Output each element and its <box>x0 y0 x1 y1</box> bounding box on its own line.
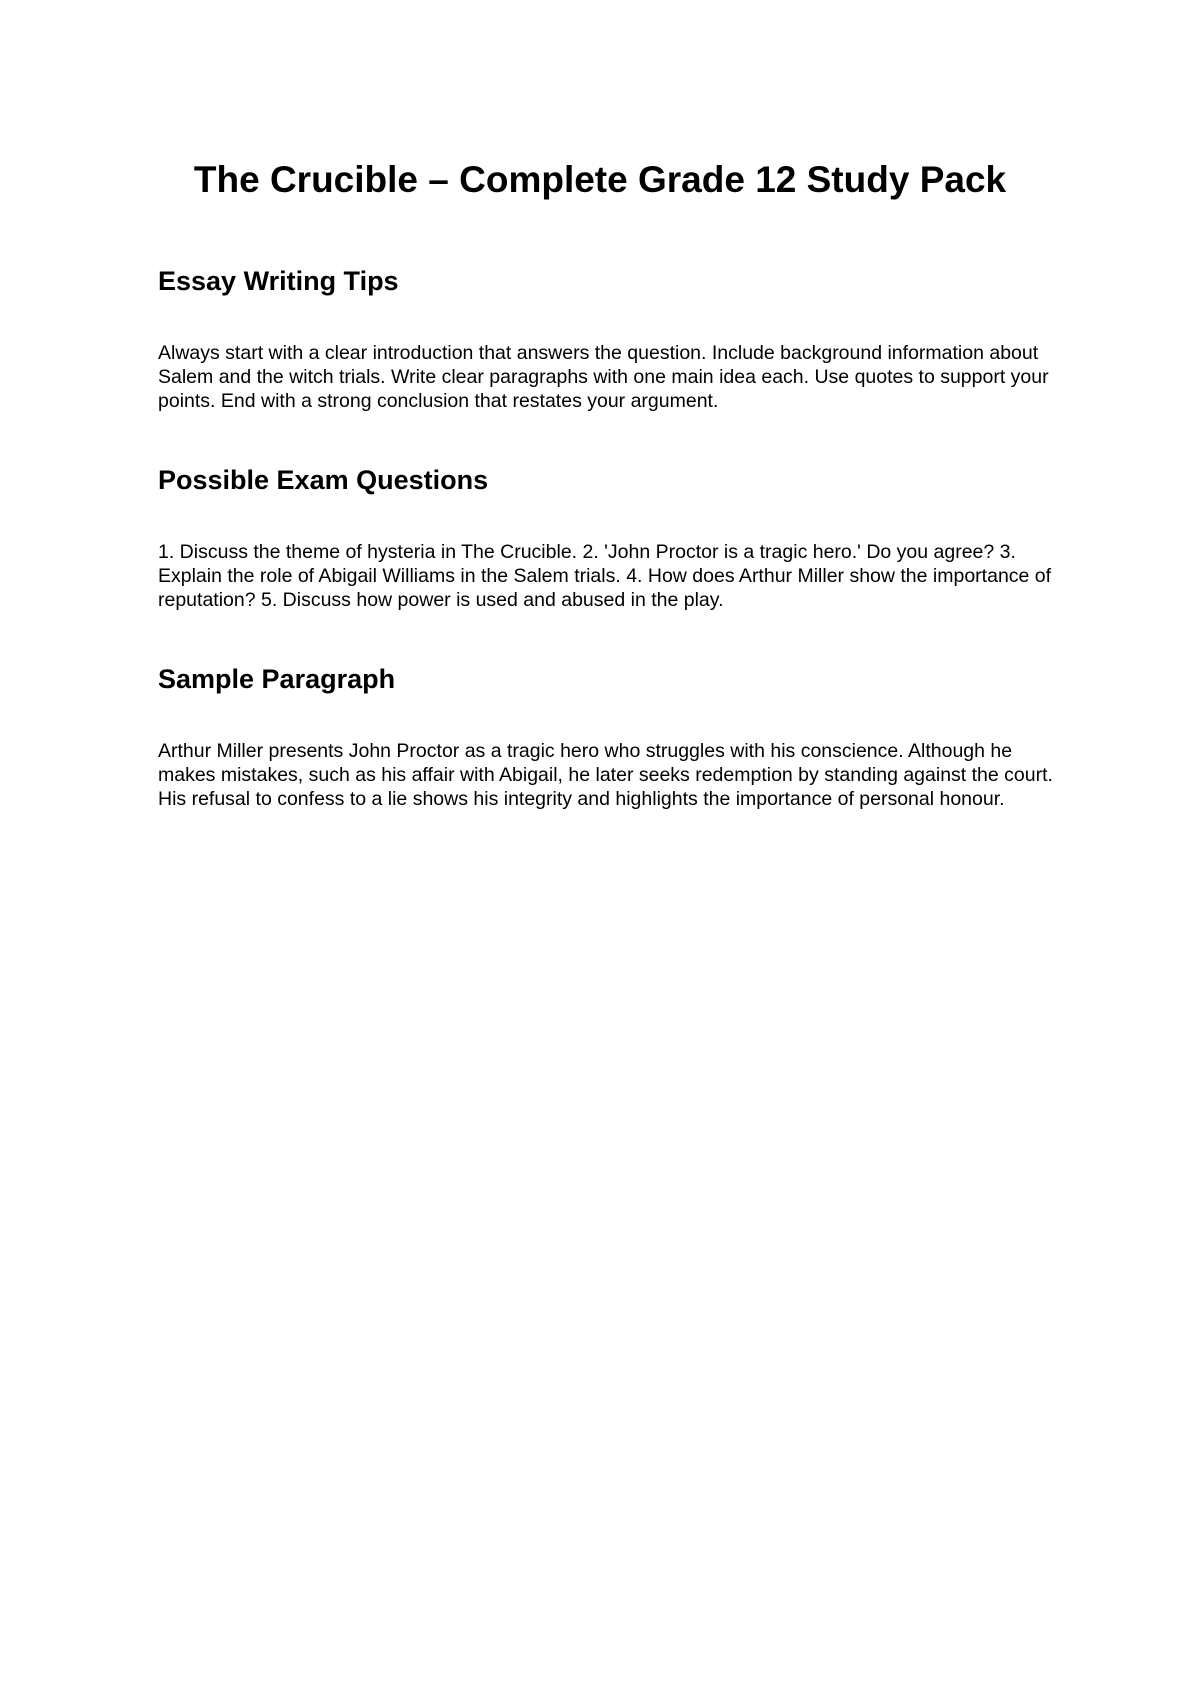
section-heading-essay-writing-tips: Essay Writing Tips <box>158 266 399 296</box>
section-heading-possible-exam-questions: Possible Exam Questions <box>158 465 489 495</box>
section-body-possible-exam-questions: 1. Discuss the theme of hysteria in The Crucible. 2. 'John Proctor is a tragic hero.' Do you agree? 3. Explain the role of Abigail Williams in the Salem trials. 4. How does Arthur Miller show the importance of reputation? 5. Discuss how power is used and abused in the play. <box>158 541 1052 611</box>
section-heading-sample-paragraph: Sample Paragraph <box>158 664 396 694</box>
section-body-sample-paragraph: Arthur Miller presents John Proctor as a tragic hero who struggles with his conscience. Although he makes mistakes, such as his affair with Abigail, he later seeks redemption by standing against the court. His refusal to confess to a lie shows his integrity and highlights the importance of personal honour. <box>158 740 1053 810</box>
document-title: The Crucible – Complete Grade 12 Study Pack <box>193 159 1007 200</box>
section-body-essay-writing-tips: Always start with a clear introduction that answers the question. Include background information about Salem and the witch trials. Write clear paragraphs with one main idea each. Use quotes to support your points. End with a strong conclusion that restates your argument. <box>158 342 1049 412</box>
